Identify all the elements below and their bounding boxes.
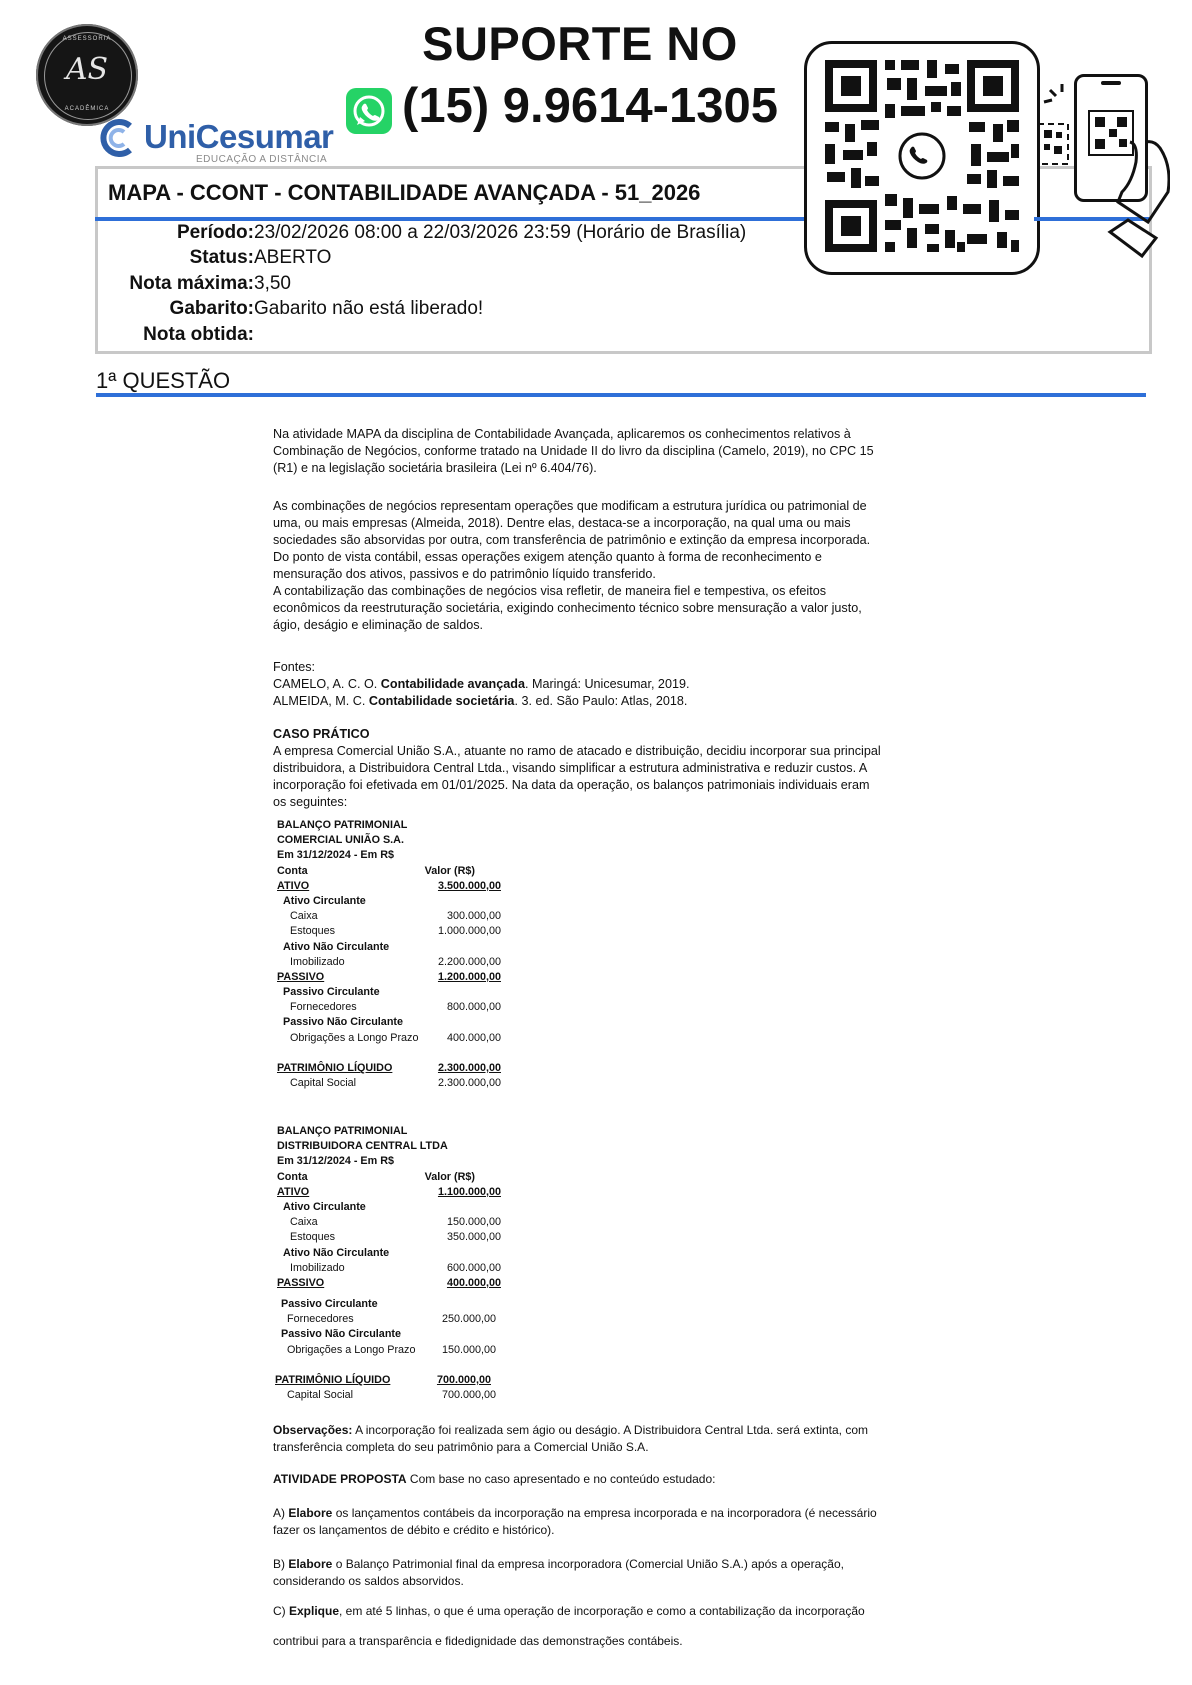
balance-columns: Conta Valor (R$) — [277, 1170, 475, 1183]
nota-obtida-label: Nota obtida: — [143, 324, 254, 345]
nota-maxima-value: 3,50 — [254, 273, 291, 294]
context-line: mensuração dos ativos, passivos e do patrimônio líquido transferido. — [273, 567, 656, 581]
proposed-activity: ATIVIDADE PROPOSTA Com base no caso apresentado e no conteúdo estudado: — [273, 1472, 716, 1486]
context-line: econômicos da reestruturação societária, exigindo conhecimento técnico sobre mensuração a valor justo, — [273, 601, 862, 615]
scan-spark-icon — [1040, 80, 1074, 120]
whatsapp-icon — [346, 88, 392, 134]
case-line: distribuidora, a Distribuidora Central Ltda., visando simplificar a estrutura administrativa e reduzir custos. A — [273, 761, 868, 775]
balance-row-pc: Passivo Circulante — [283, 986, 380, 999]
logo-ring-top-text: ASSESSORIA — [62, 36, 112, 42]
case-line: A empresa Comercial União S.A., atuante no ramo de atacado e distribuição, decidiu incorporar sua principal — [273, 744, 881, 758]
reference-2: ALMEIDA, M. C. Contabilidade societária. 3. ed. São Paulo: Atlas, 2018. — [273, 694, 688, 708]
scan-mini-qr-icon — [1036, 122, 1070, 166]
balance-date: Em 31/12/2024 - Em R$ — [277, 849, 395, 862]
logo-monogram: AS — [65, 52, 109, 87]
case-study — [273, 726, 881, 811]
task-c: C) Explique, em até 5 linhas, o que é uma operação de incorporação e como a contabilização da incorporação contribui para a transparência e fidedignidade das demonstrações contábeis. — [273, 1604, 865, 1648]
logo-ring-bottom-text: ACADÊMICA — [64, 106, 110, 112]
balance-row-capital: Capital Social 700.000,00 — [287, 1389, 496, 1402]
balance-row-imobilizado: Imobilizado 2.200.000,00 — [290, 955, 501, 968]
periodo-row — [130, 222, 746, 244]
intro-paragraph — [273, 426, 874, 477]
hand-holding-phone-icon — [1100, 136, 1170, 266]
observations-line2: transferência completa do seu patrimônio para a Comercial União S.A. — [273, 1440, 649, 1454]
academic-logo — [36, 24, 138, 126]
case-line: os seguintes: — [273, 795, 348, 809]
case-title: CASO PRÁTICO — [273, 727, 370, 741]
intro-line: (R1) e na legislação societária brasileira (Lei nº 6.404/76). — [273, 461, 597, 475]
balance-date: Em 31/12/2024 - Em R$ — [277, 1155, 395, 1168]
context-paragraph — [273, 498, 870, 634]
context-line: ágio, deságio e eliminação de saldos. — [273, 618, 484, 632]
support-phone[interactable]: (15) 9.9614-1305 — [402, 79, 778, 133]
references — [273, 659, 689, 710]
balance-row-pl: PATRIMÔNIO LÍQUIDO 700.000,00 — [275, 1374, 491, 1386]
balance-row-obrigacoes: Obrigações a Longo Prazo 150.000,00 — [287, 1343, 496, 1356]
balance-columns: Conta Valor (R$) — [277, 864, 475, 877]
gabarito-label: Gabarito: — [169, 298, 254, 319]
periodo-value: 23/02/2026 08:00 a 22/03/2026 23:59 (Horário de Brasília) — [254, 222, 747, 243]
balance-row-ativo: ATIVO 1.100.000,00 — [277, 1185, 501, 1198]
proposed-activity-label: ATIVIDADE PROPOSTA — [273, 1472, 407, 1486]
balance-row-obrigacoes: Obrigações a Longo Prazo 400.000,00 — [290, 1031, 501, 1044]
balance-row-pnc: Passivo Não Circulante — [281, 1328, 402, 1341]
balance-row-ac: Ativo Circulante — [283, 894, 366, 907]
context-line: As combinações de negócios representam operações que modificam a estrutura jurídica ou patrimonial de — [273, 499, 867, 513]
case-line: incorporação foi efetivada em 01/01/2025. Na data da operação, os balanços patrimoniais individuais eram — [273, 778, 870, 792]
gabarito-value: Gabarito não está liberado! — [254, 298, 484, 319]
task-b: B) Elabore o Balanço Patrimonial final da empresa incorporadora (Comercial União S.A.) após a operação, considerando os saldos absorvidos. — [273, 1557, 844, 1588]
status-label: Status: — [189, 247, 254, 268]
intro-line: Combinação de Negócios, conforme tratado na Unidade II do livro da disciplina (Camelo, 2019), no CPC 15 — [273, 444, 874, 458]
status-row — [130, 247, 331, 269]
activity-title: MAPA - CCONT - CONTABILIDADE AVANÇADA - 51_2026 — [108, 180, 701, 205]
periodo-label: Período: — [176, 222, 254, 243]
balance-row-pl: PATRIMÔNIO LÍQUIDO 2.300.000,00 — [277, 1062, 501, 1074]
balance-company: DISTRIBUIDORA CENTRAL LTDA — [277, 1140, 448, 1153]
balance-row-passivo: PASSIVO 1.200.000,00 — [277, 970, 501, 983]
observations-label: Observações: — [273, 1423, 353, 1437]
balance-row-fornecedores: Fornecedores 800.000,00 — [290, 1001, 501, 1014]
balance-company: COMERCIAL UNIÃO S.A. — [277, 834, 404, 847]
support-title: SUPORTE NO — [422, 17, 738, 70]
balance-row-anc: Ativo Não Circulante — [283, 940, 390, 953]
balance-row-ac: Ativo Circulante — [283, 1200, 366, 1213]
context-line: Do ponto de vista contábil, essas operações exigem atenção quanto à forma de reconhecimento e — [273, 550, 822, 564]
balance-spacer — [277, 1358, 501, 1373]
balance-row-estoques: Estoques 1.000.000,00 — [290, 925, 501, 938]
nota-obtida-row — [118, 324, 254, 346]
balance-header: BALANÇO PATRIMONIAL — [277, 1125, 408, 1137]
status-value: ABERTO — [254, 247, 332, 268]
qr-code-icon — [807, 44, 1037, 272]
balance-row-fornecedores: Fornecedores 250.000,00 — [287, 1313, 496, 1326]
institution-name: UniCesumar — [144, 118, 334, 155]
nota-maxima-label: Nota máxima: — [129, 273, 254, 294]
observations: Observações: A incorporação foi realizada sem ágio ou deságio. A Distribuidora Central Ltda. será extinta, com transferência completa do seu patrimônio para a Comercial União S.A. — [273, 1423, 869, 1454]
balance-sheet-comercial-uniao — [277, 818, 501, 1091]
nota-maxima-row — [118, 273, 291, 295]
question-title: 1ª QUESTÃO — [96, 368, 231, 393]
balance-row-imobilizado: Imobilizado 600.000,00 — [290, 1261, 501, 1274]
balance-row-caixa: Caixa 300.000,00 — [290, 910, 501, 923]
task-a: A) Elabore os lançamentos contábeis da incorporação na empresa incorporada e na incorporadora (é necessário fazer os lançamentos de débito e crédito e histórico). — [273, 1506, 877, 1537]
balance-spacer — [277, 1046, 501, 1061]
question-divider — [96, 393, 1146, 397]
balance-row-ativo: ATIVO 3.500.000,00 — [277, 879, 501, 892]
context-line: A contabilização das combinações de negócios visa refletir, de maneira fiel e tempestiva, os efeitos — [273, 584, 827, 598]
qr-code-frame[interactable] — [804, 41, 1040, 275]
balance-row-estoques: Estoques 350.000,00 — [290, 1231, 501, 1244]
context-line: sociedades são absorvidas por outra, com transferência de patrimônio e extinção da empresa incorporada. — [273, 533, 871, 547]
balance-row-anc: Ativo Não Circulante — [283, 1246, 390, 1259]
reference-1: CAMELO, A. C. O. Contabilidade avançada. Maringá: Unicesumar, 2019. — [273, 677, 690, 691]
balance-row-pc: Passivo Circulante — [281, 1298, 378, 1311]
fontes-label: Fontes: — [273, 660, 315, 674]
unicesumar-logo-icon — [96, 116, 140, 160]
balance-header: BALANÇO PATRIMONIAL — [277, 819, 408, 831]
balance-sheet-distribuidora-central — [277, 1124, 501, 1403]
balance-row-caixa: Caixa 150.000,00 — [290, 1216, 501, 1229]
institution-subtitle: EDUCAÇÃO A DISTÂNCIA — [196, 154, 328, 165]
balance-row-pnc: Passivo Não Circulante — [283, 1016, 404, 1029]
intro-line: Na atividade MAPA da disciplina de Contabilidade Avançada, aplicaremos os conhecimentos relativos à — [273, 427, 851, 441]
gabarito-row — [130, 298, 483, 320]
balance-row-capital: Capital Social 2.300.000,00 — [290, 1077, 501, 1090]
balance-row-passivo: PASSIVO 400.000,00 — [277, 1276, 501, 1289]
context-line: uma, ou mais empresas (Almeida, 2018). Dentre elas, destaca-se a incorporação, na qual uma ou mais — [273, 516, 851, 530]
